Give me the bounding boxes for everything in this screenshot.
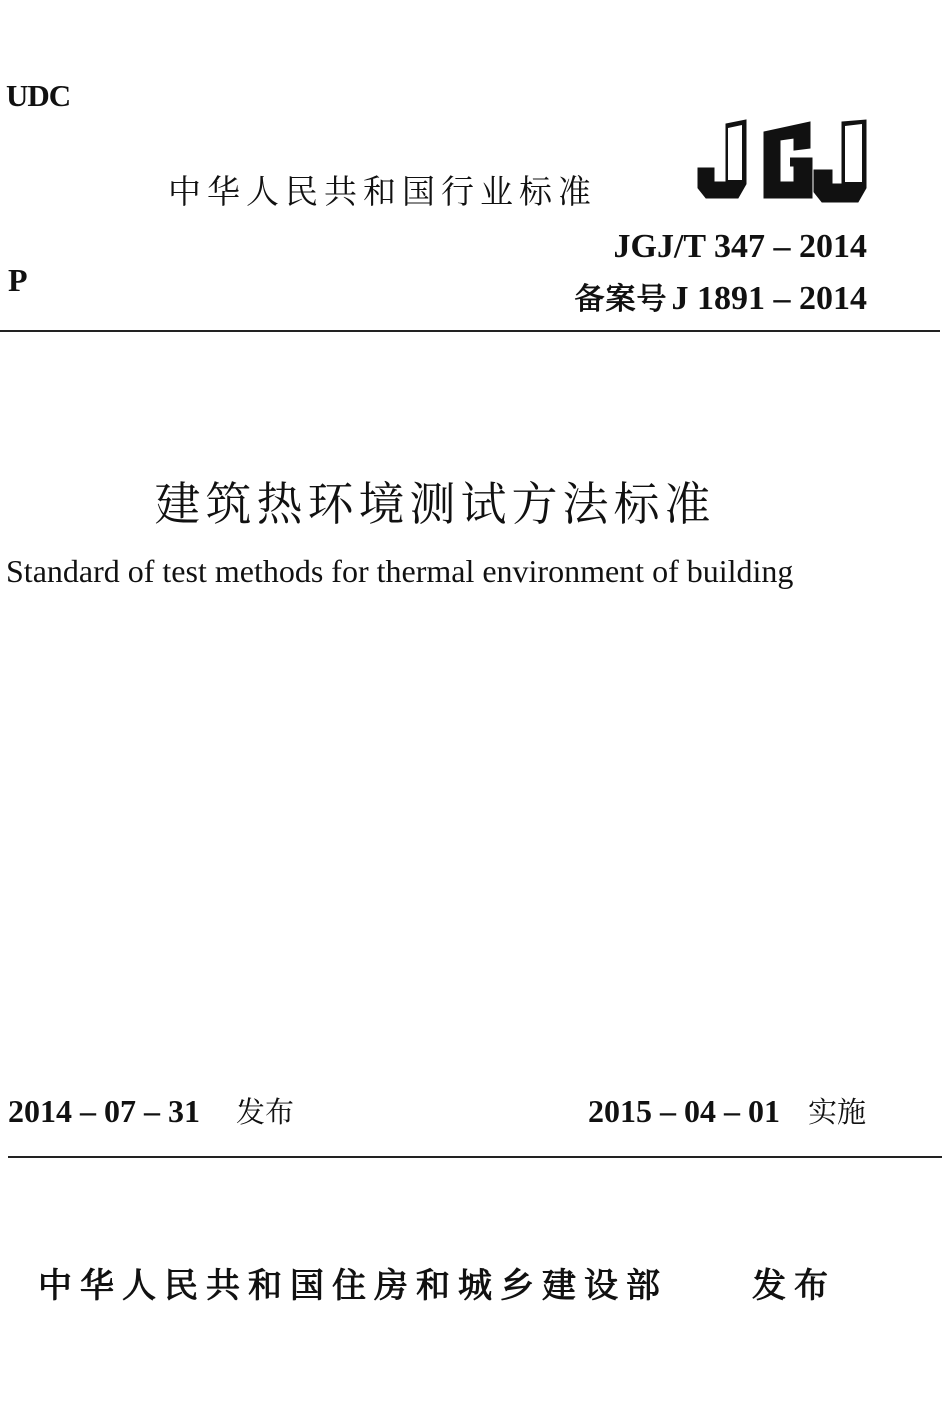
effective-label: 实施 xyxy=(807,1095,866,1129)
jgj-logo xyxy=(690,118,870,204)
issue-date: 2014 – 07 – 31 xyxy=(8,1093,200,1129)
title-english: Standard of test methods for thermal environment of building xyxy=(6,553,794,589)
effective-date: 2015 – 04 – 01 xyxy=(587,1093,780,1129)
category-code: P xyxy=(8,262,28,298)
issue-label: 发布 xyxy=(236,1095,295,1129)
bottom-divider xyxy=(8,1156,942,1158)
standard-type-heading: 中华人民共和国行业标准 xyxy=(168,172,597,211)
record-number: J 1891 – 2014 xyxy=(671,280,867,317)
record-label: 备案号 xyxy=(574,282,668,317)
jgj-logo-text: JGJ xyxy=(690,118,692,119)
standard-number: JGJ/T 347 – 2014 xyxy=(613,228,867,265)
top-divider xyxy=(0,330,940,332)
udc-label: UDC xyxy=(6,78,71,113)
publish-label: 发布 xyxy=(752,1266,836,1306)
issue-date-line xyxy=(8,1090,294,1131)
record-number-line xyxy=(575,274,868,318)
publisher-name: 中华人民共和国住房和城乡建设部 xyxy=(38,1266,668,1306)
effective-date-line xyxy=(588,1090,866,1131)
title-chinese: 建筑热环境测试方法标准 xyxy=(154,477,716,531)
